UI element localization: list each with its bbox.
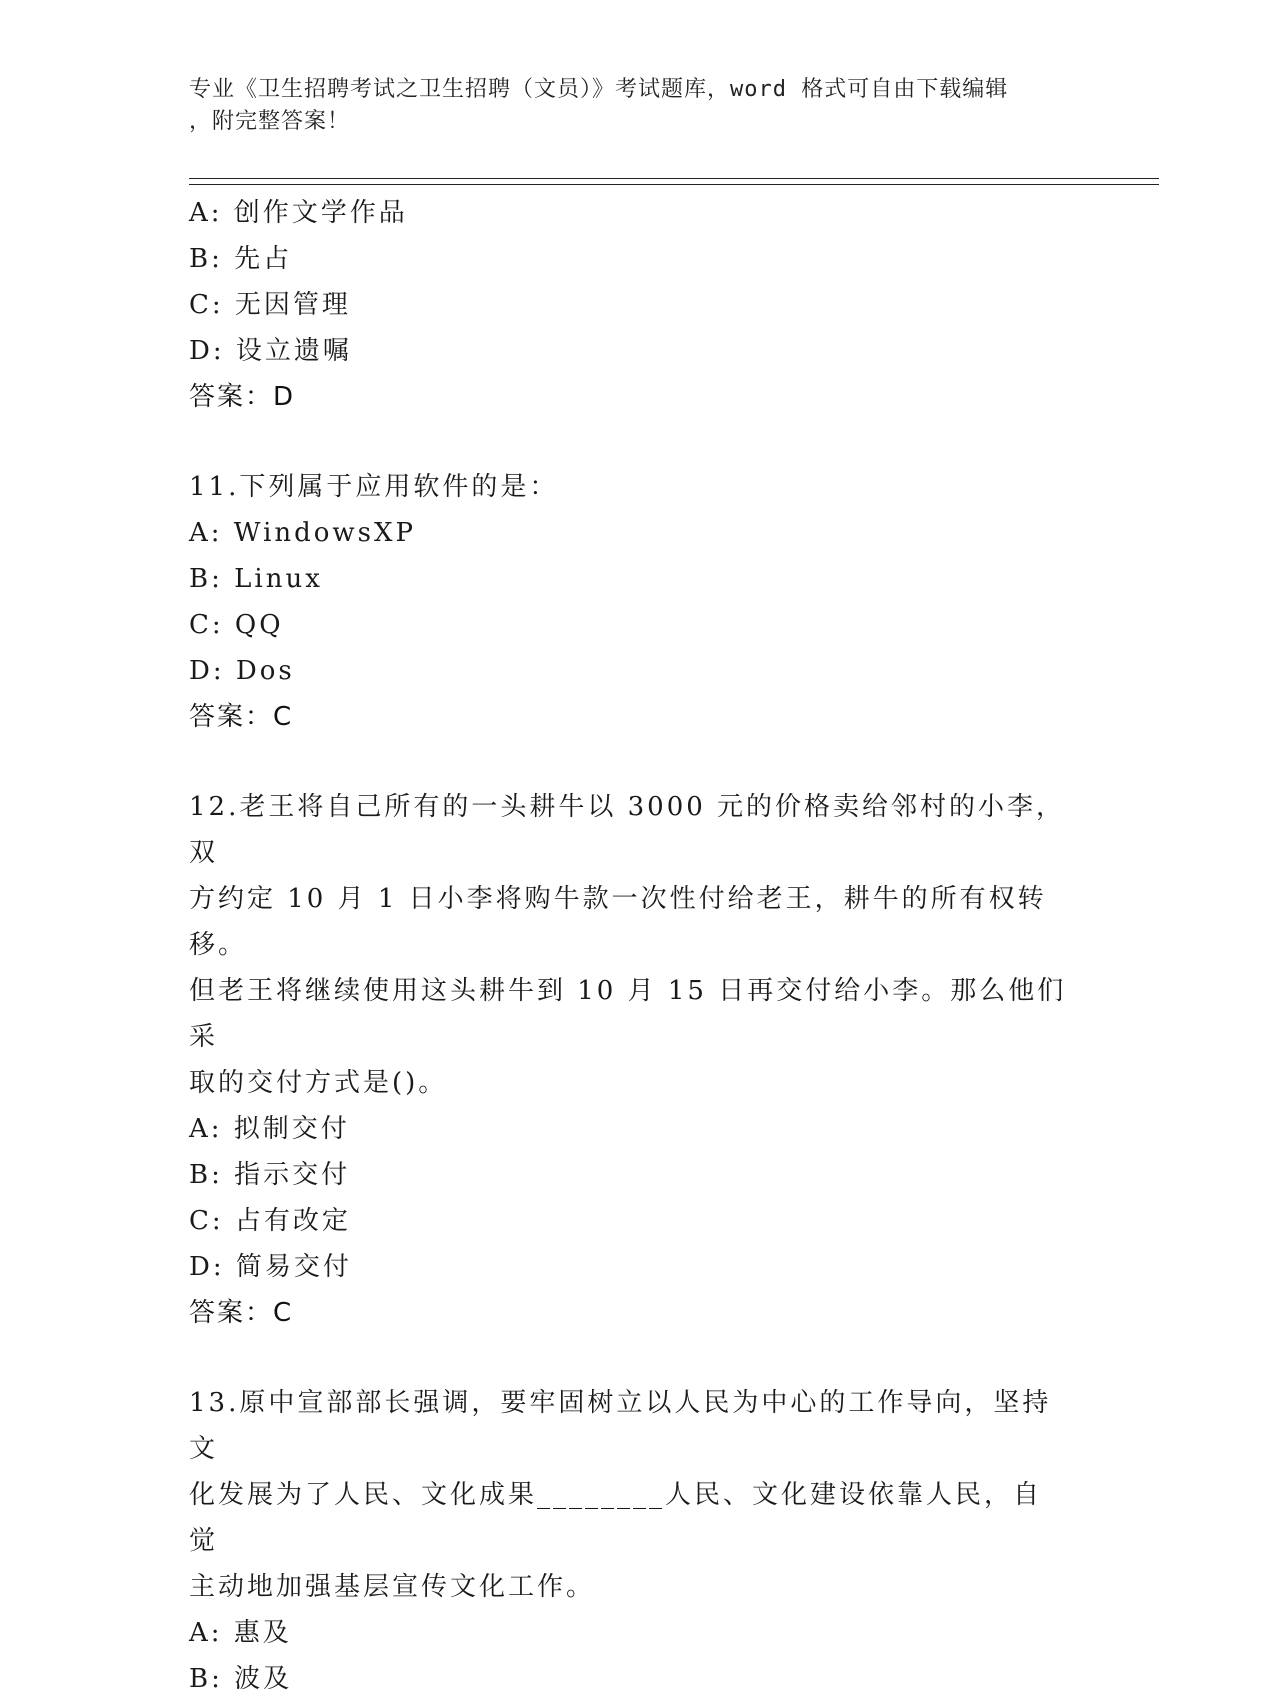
answer: 答案：C (189, 1298, 294, 1328)
question-10 (189, 190, 1089, 420)
header-divider (189, 178, 1159, 185)
option-c: C: QQ (189, 610, 284, 640)
question-13 (189, 1380, 1089, 1702)
question-11 (189, 464, 1089, 740)
question-stem-line: 但老王将继续使用这头耕牛到 10 月 15 日再交付给小李。那么他们采 (189, 976, 1067, 1052)
option-a: A: 惠及 (189, 1618, 292, 1648)
option-d: D: 简易交付 (189, 1252, 352, 1282)
question-stem-line: 12.老王将自己所有的一头耕牛以 3000 元的价格卖给邻村的小李，双 (189, 792, 1066, 868)
document-page (189, 0, 1159, 1694)
option-b: B: 先占 (189, 244, 293, 274)
option-b: B: 波及 (189, 1664, 293, 1694)
option-a: A: 拟制交付 (189, 1114, 350, 1144)
question-stem: 11.下列属于应用软件的是： (189, 472, 559, 502)
option-d: D: 设立遗嘱 (189, 336, 352, 366)
question-stem-line: 主动地加强基层宣传文化工作。 (189, 1572, 596, 1602)
answer: 答案：C (189, 702, 294, 732)
option-c: C: 占有改定 (189, 1206, 351, 1236)
header-line-1: 专业《卫生招聘考试之卫生招聘（文员）》考试题库，word 格式可自由下载编辑 (189, 77, 1009, 102)
option-b: B: 指示交付 (189, 1160, 351, 1190)
question-stem-line: 化发展为了人民、文化成果________人民、文化建设依靠人民，自觉 (189, 1480, 1043, 1556)
page-header (189, 74, 1069, 138)
answer: 答案：D (189, 382, 296, 412)
question-list (189, 190, 1089, 1702)
option-c: C: 无因管理 (189, 290, 351, 320)
question-stem-line: 方约定 10 月 1 日小李将购牛款一次性付给老王，耕牛的所有权转移。 (189, 884, 1047, 960)
question-12 (189, 784, 1089, 1336)
option-b: B: Linux (189, 564, 323, 594)
option-a: A: WindowsXP (189, 518, 417, 548)
option-a: A: 创作文学作品 (189, 198, 408, 228)
question-stem-line: 取的交付方式是()。 (189, 1068, 448, 1098)
header-line-2: ，附完整答案！ (189, 109, 351, 134)
question-stem-line: 13.原中宣部部长强调，要牢固树立以人民为中心的工作导向，坚持文 (189, 1388, 1052, 1464)
option-d: D: Dos (189, 656, 295, 686)
